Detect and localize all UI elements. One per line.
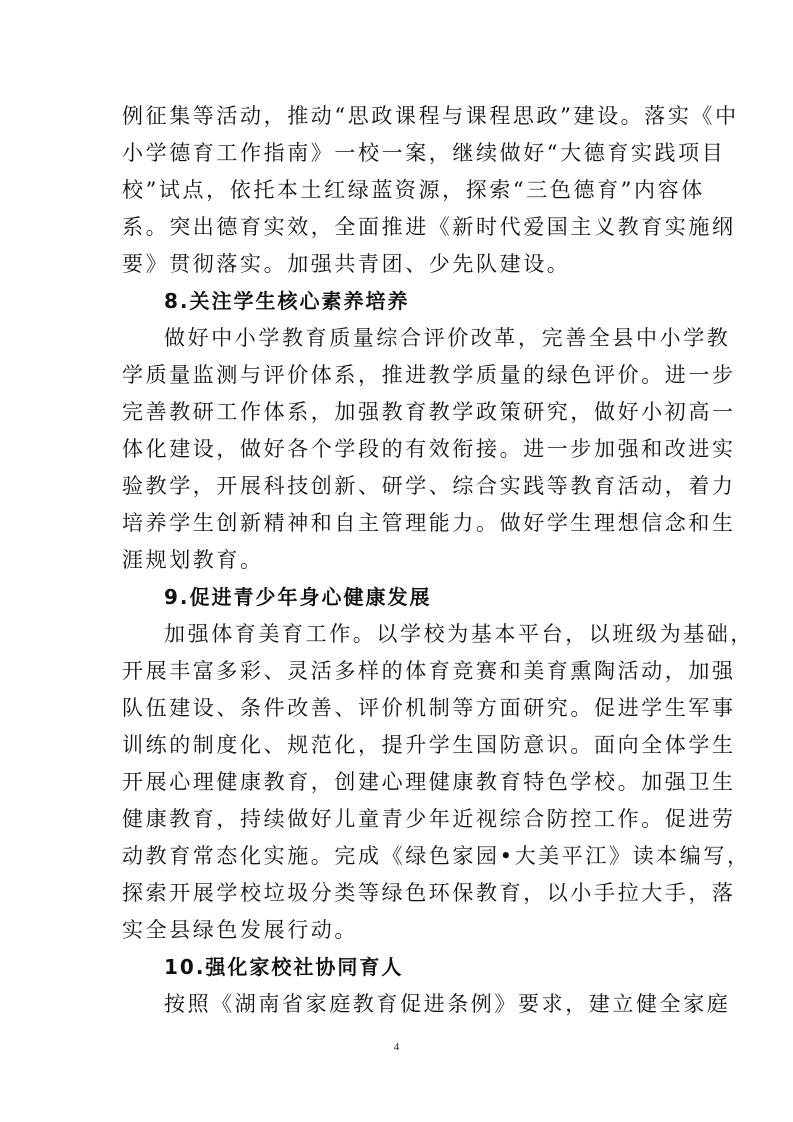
body-line: 开展丰富多彩、灵活多样的体育竞赛和美育熏陶活动，加强 <box>122 659 736 683</box>
body-line: 体化建设，做好各个学段的有效衔接。进一步加强和改进实 <box>122 437 736 461</box>
body-line: 涯规划教育。 <box>122 548 264 572</box>
body-line: 验教学，开展科技创新、研学、综合实践等教育活动，着力 <box>122 474 736 498</box>
page-number: 4 <box>393 1041 400 1053</box>
document-body <box>122 98 754 1023</box>
body-line: 动教育常态化实施。完成《绿色家园•大美平江》读本编写， <box>122 844 751 868</box>
body-line: 健康教育，持续做好儿童青少年近视综合防控工作。促进劳 <box>122 807 736 831</box>
body-line: 系。突出德育实效，全面推进《新时代爱国主义教育实施纲 <box>122 215 736 239</box>
body-line: 完善教研工作体系，加强教育教学政策研究，做好小初高一 <box>122 400 736 424</box>
paragraph-first-line: 做好中小学教育质量综合评价改革，完善全县中小学教 <box>164 326 731 350</box>
body-line: 实全县绿色发展行动。 <box>122 918 358 942</box>
body-line: 学质量监测与评价体系，推进教学质量的绿色评价。进一步 <box>122 363 736 387</box>
body-line: 要》贯彻落实。加强共青团、少先队建设。 <box>122 252 571 276</box>
body-line: 校”试点，依托本土红绿蓝资源，探索“三色德育”内容体 <box>122 178 705 202</box>
body-line: 例征集等活动，推动“思政课程与课程思政”建设。落实《中 <box>122 104 739 128</box>
body-line: 培养学生创新精神和自主管理能力。做好学生理想信念和生 <box>122 511 736 535</box>
body-line: 训练的制度化、规范化，提升学生国防意识。面向全体学生 <box>122 733 736 757</box>
paragraph-first-line: 加强体育美育工作。以学校为基本平台，以班级为基础， <box>164 622 754 646</box>
body-line: 队伍建设、条件改善、评价机制等方面研究。促进学生军事 <box>122 696 736 720</box>
section-heading-9: 9.促进青少年身心健康发展 <box>164 585 432 609</box>
paragraph-first-line: 按照《湖南省家庭教育促进条例》要求，建立健全家庭 <box>164 992 731 1016</box>
body-line: 开展心理健康教育，创建心理健康教育特色学校。加强卫生 <box>122 770 736 794</box>
section-heading-8: 8.关注学生核心素养培养 <box>164 289 410 313</box>
body-line: 探索开展学校垃圾分类等绿色环保教育，以小手拉大手，落 <box>122 881 736 905</box>
body-line: 小学德育工作指南》一校一案，继续做好“大德育实践项目 <box>122 141 726 165</box>
section-heading-10: 10.强化家校社协同育人 <box>164 955 404 979</box>
